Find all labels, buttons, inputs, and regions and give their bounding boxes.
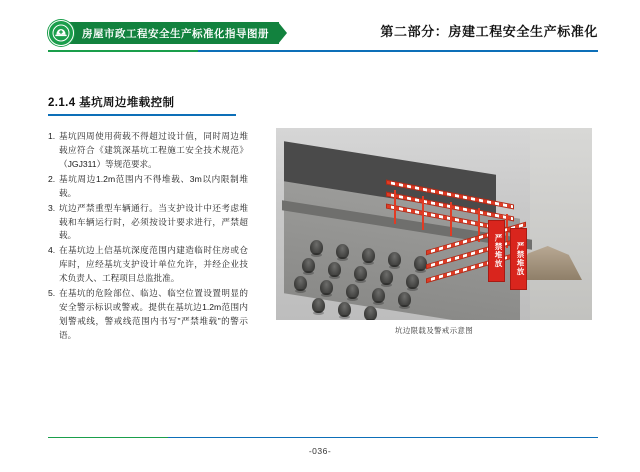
list-item-number: 4. [48, 245, 56, 256]
barrier-post [450, 202, 452, 236]
concrete-pile [406, 274, 419, 289]
concrete-pile [312, 298, 325, 313]
concrete-pile [354, 266, 367, 281]
list-item-number: 1. [48, 131, 56, 141]
list-item-number: 2. [48, 173, 56, 184]
barrier-post [422, 196, 424, 230]
concrete-pile [388, 252, 401, 267]
concrete-pile [372, 288, 385, 303]
concrete-pile [320, 280, 333, 295]
list-item [48, 202, 248, 244]
header-part-title: 第二部分：房建工程安全生产标准化 [380, 24, 598, 39]
concrete-pile [336, 244, 349, 259]
list-item [48, 287, 248, 343]
header-divider-accent [48, 50, 198, 52]
list-item-text: 基坑四周使用荷载不得超过设计值，同时周边堆载应符合《建筑深基坑工程施工安全技术规范》（JGJ311）等规范要求。 [59, 131, 248, 169]
page-header [0, 20, 640, 56]
list-item-text: 基坑周边1.2m范围内不得堆载、3m以内限制堆载。 [59, 173, 248, 198]
concrete-pile [302, 258, 315, 273]
figure-caption: 坑边限载及警戒示意图 [395, 326, 473, 335]
concrete-pile [328, 262, 341, 277]
list-item [48, 173, 248, 201]
concrete-pile [310, 240, 323, 255]
page-number: -036- [308, 446, 332, 456]
section-underline [48, 114, 236, 116]
warning-banner: 严禁堆放 [510, 228, 527, 290]
body-text-column [48, 130, 248, 344]
header-brand [48, 20, 287, 46]
footer-divider-accent [48, 437, 168, 439]
header-banner-title: 房屋市政工程安全生产标准化指导图册 [68, 22, 279, 44]
list-item-text: 坑边严禁重型车辆通行。当支护设计中还考虑堆载和车辆运行时，必须按设计要求进行，严禁超载。 [59, 202, 248, 241]
concrete-pile [380, 270, 393, 285]
concrete-pile [346, 284, 359, 299]
excavation-pit-illustration [276, 128, 592, 320]
ground-right-area [530, 128, 592, 320]
list-item-text: 在基坑的危险部位、临边、临空位置设置明显的安全警示标识或警戒。提供在基坑边1.2m范围内划警戒线，警戒线范围内书写"严禁堆载"的警示语。 [59, 288, 248, 340]
barrier-post [394, 190, 396, 224]
concrete-pile [364, 306, 377, 320]
concrete-pile [362, 248, 375, 263]
list-item-number: 5. [48, 288, 56, 299]
list-item [48, 130, 248, 172]
safety-helmet-cross-icon [48, 20, 74, 46]
header-banner-tail [278, 22, 287, 44]
section-heading: 2.1.4 基坑周边堆载控制 [48, 97, 175, 109]
figure-block [276, 128, 592, 336]
list-item-text: 在基坑边上信基坑深度范围内建造临时住房或仓库时，应经基坑支护设计单位允许，并经企业技术负责人、工程项目总监批准。 [59, 245, 248, 284]
list-item [48, 244, 248, 286]
concrete-pile [338, 302, 351, 317]
warning-banner: 严禁堆放 [488, 220, 505, 282]
list-item-number: 3. [48, 202, 56, 213]
concrete-pile [294, 276, 307, 291]
concrete-pile [398, 292, 411, 307]
